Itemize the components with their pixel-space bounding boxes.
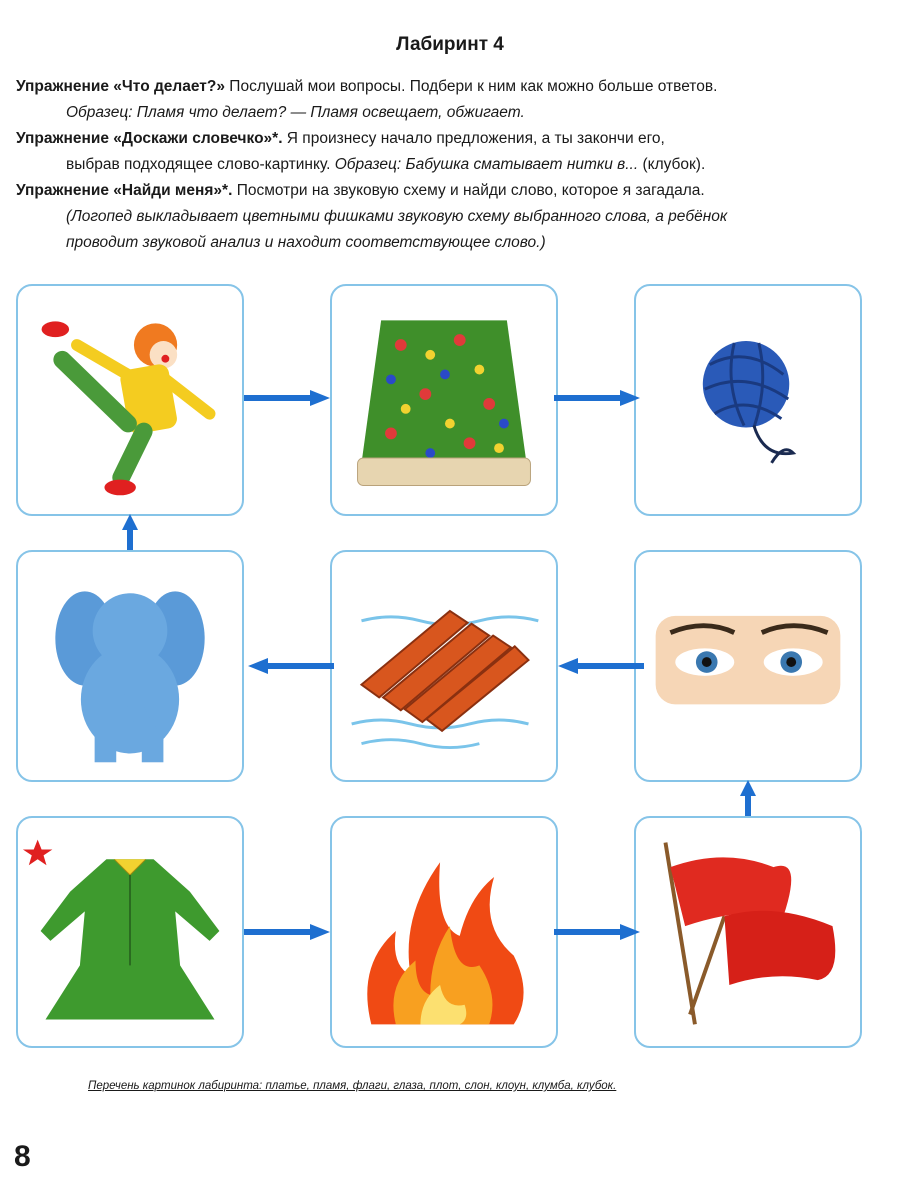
arrow-right-icon <box>552 922 642 942</box>
exercise-3-text: Посмотри на звуковую схему и найди слово, которое я загадала. <box>232 182 705 199</box>
arrow-up-icon <box>120 512 140 552</box>
exercise-2-text: Я произнесу начало предложения, а ты закончи его, <box>282 130 665 147</box>
tile-elephant[interactable] <box>16 550 244 782</box>
elephant-icon <box>18 552 242 780</box>
arrow-left-icon <box>246 656 336 676</box>
tile-dress[interactable] <box>16 816 244 1048</box>
tile-eyes[interactable] <box>634 550 862 782</box>
tile-flags[interactable] <box>634 816 862 1048</box>
exercise-3-note-1: (Логопед выкладывает цветными фишками звуковую схему выбранного слова, а ребёнок <box>66 208 728 225</box>
flame-icon <box>332 818 556 1046</box>
flowerbed-icon <box>332 286 556 514</box>
page-number: 8 <box>14 1140 31 1173</box>
flags-icon <box>636 818 860 1046</box>
arrow-left-icon <box>556 656 646 676</box>
exercise-1-sample: Образец: Пламя что делает? — Пламя освещает, обжигает. <box>66 104 525 121</box>
tile-raft[interactable] <box>330 550 558 782</box>
exercise-1-text: Послушай мои вопросы. Подбери к ним как можно больше ответов. <box>225 78 718 95</box>
raft-icon <box>332 552 556 780</box>
arrow-right-icon <box>242 922 332 942</box>
exercise-2-title: Упражнение «Доскажи словечко»*. <box>16 130 283 147</box>
clown-icon <box>18 286 242 514</box>
exercise-1-title: Упражнение «Что делает?» <box>16 78 225 95</box>
exercise-2-line2 <box>16 152 878 178</box>
page-title: Лабиринт 4 <box>396 34 504 55</box>
exercise-2-sample: Образец: Бабушка сматывает нитки в... <box>334 156 639 173</box>
dress-icon <box>18 818 242 1046</box>
tile-flowerbed[interactable] <box>330 284 558 516</box>
star-icon <box>23 840 52 866</box>
instructions <box>16 74 878 256</box>
yarn-ball-icon <box>636 286 860 514</box>
tile-clown[interactable] <box>16 284 244 516</box>
eyes-icon <box>636 552 860 780</box>
exercise-3 <box>16 178 878 204</box>
arrow-right-icon <box>242 388 332 408</box>
tile-yarn[interactable] <box>634 284 862 516</box>
picture-list-footnote: Перечень картинок лабиринта: платье, пламя, флаги, глаза, плот, слон, клоун, клумба, клубок. <box>88 1080 617 1092</box>
arrow-up-icon <box>738 778 758 818</box>
exercise-1 <box>16 74 878 100</box>
exercise-3-note-2: проводит звуковой анализ и находит соответствующее слово.) <box>66 234 546 251</box>
arrow-right-icon <box>552 388 642 408</box>
exercise-2-answer: (клубок). <box>638 156 706 173</box>
exercise-2-text2: выбрав подходящее слово-картинку. <box>66 156 335 173</box>
exercise-2 <box>16 126 878 152</box>
tile-flame[interactable] <box>330 816 558 1048</box>
exercise-3-title: Упражнение «Найди меня»*. <box>16 182 233 199</box>
